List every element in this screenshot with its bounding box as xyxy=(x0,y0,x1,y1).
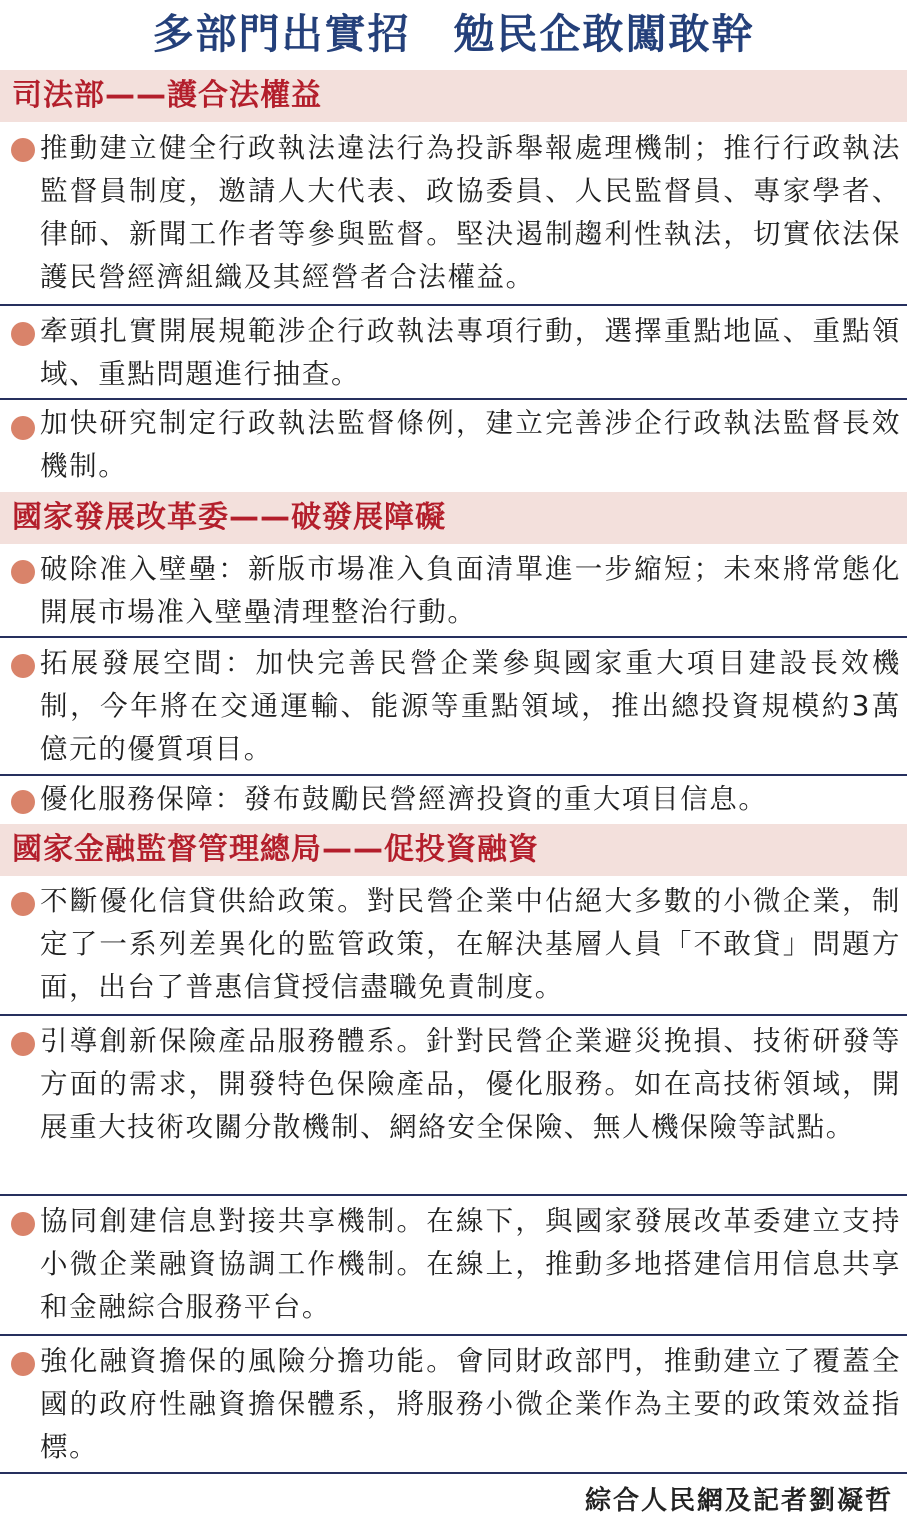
bullet-icon xyxy=(11,790,35,814)
item-text: 強化融資擔保的風險分擔功能。會同財政部門，推動建立了覆蓋全國的政府性融資擔保體系，將服務小微企業作為主要的政策效益指標。 xyxy=(40,1345,901,1463)
list-item xyxy=(0,776,907,824)
bullet-icon xyxy=(11,654,35,678)
list-item xyxy=(0,122,907,306)
section-header-justice: 司法部——護合法權益 xyxy=(0,70,907,122)
section-header-nfra: 國家金融監督管理總局——促投資融資 xyxy=(0,824,907,876)
bullet-icon xyxy=(11,1212,35,1236)
bullet-icon xyxy=(11,138,35,162)
item-text: 牽頭扎實開展規範涉企行政執法專項行動，選擇重點地區、重點領域、重點問題進行抽查。 xyxy=(40,315,901,390)
list-item xyxy=(0,1336,907,1474)
list-item xyxy=(0,400,907,492)
bullet-icon xyxy=(11,322,35,346)
item-text: 引導創新保險產品服務體系。針對民營企業避災挽損、技術研發等方面的需求，開發特色保險產品，優化服務。如在高技術領域，開展重大技術攻關分散機制、網絡安全保險、無人機保險等試點。 xyxy=(40,1025,901,1143)
list-item xyxy=(0,544,907,638)
item-text: 拓展發展空間：加快完善民營企業參與國家重大項目建設長效機制，今年將在交通運輸、能源等重點領域，推出總投資規模約3萬億元的優質項目。 xyxy=(40,647,901,765)
item-text: 協同創建信息對接共享機制。在線下，與國家發展改革委建立支持小微企業融資協調工作機制。在線上，推動多地搭建信用信息共享和金融綜合服務平台。 xyxy=(40,1205,901,1323)
item-text: 破除准入壁壘：新版市場准入負面清單進一步縮短；未來將常態化開展市場准入壁壘清理整治行動。 xyxy=(40,553,901,628)
list-item xyxy=(0,1016,907,1196)
list-item xyxy=(0,876,907,1016)
page-title: 多部門出實招 勉民企敢闖敢幹 xyxy=(152,10,755,58)
item-text: 加快研究制定行政執法監督條例，建立完善涉企行政執法監督長效機制。 xyxy=(40,407,901,482)
bullet-icon xyxy=(11,1352,35,1376)
list-item xyxy=(0,1196,907,1336)
section-header-ndrc: 國家發展改革委——破發展障礙 xyxy=(0,492,907,544)
bullet-icon xyxy=(11,1032,35,1056)
bullet-icon xyxy=(11,416,35,440)
source-credit: 綜合人民網及記者劉凝哲 xyxy=(584,1486,893,1516)
list-item xyxy=(0,306,907,400)
bullet-icon xyxy=(11,560,35,584)
list-item xyxy=(0,638,907,776)
item-text: 推動建立健全行政執法違法行為投訴舉報處理機制；推行行政執法監督員制度，邀請人大代表、政協委員、人民監督員、專家學者、律師、新聞工作者等參與監督。堅決遏制趨利性執法，切實依法保護民營經濟組織及其經營者合法權益。 xyxy=(40,132,901,293)
item-text: 不斷優化信貸供給政策。對民營企業中佔絕大多數的小微企業，制定了一系列差異化的監管政策，在解決基層人員「不敢貸」問題方面，出台了普惠信貸授信盡職免責制度。 xyxy=(40,885,901,1003)
bullet-icon xyxy=(11,892,35,916)
item-text: 優化服務保障：發布鼓勵民營經濟投資的重大項目信息。 xyxy=(40,783,768,815)
